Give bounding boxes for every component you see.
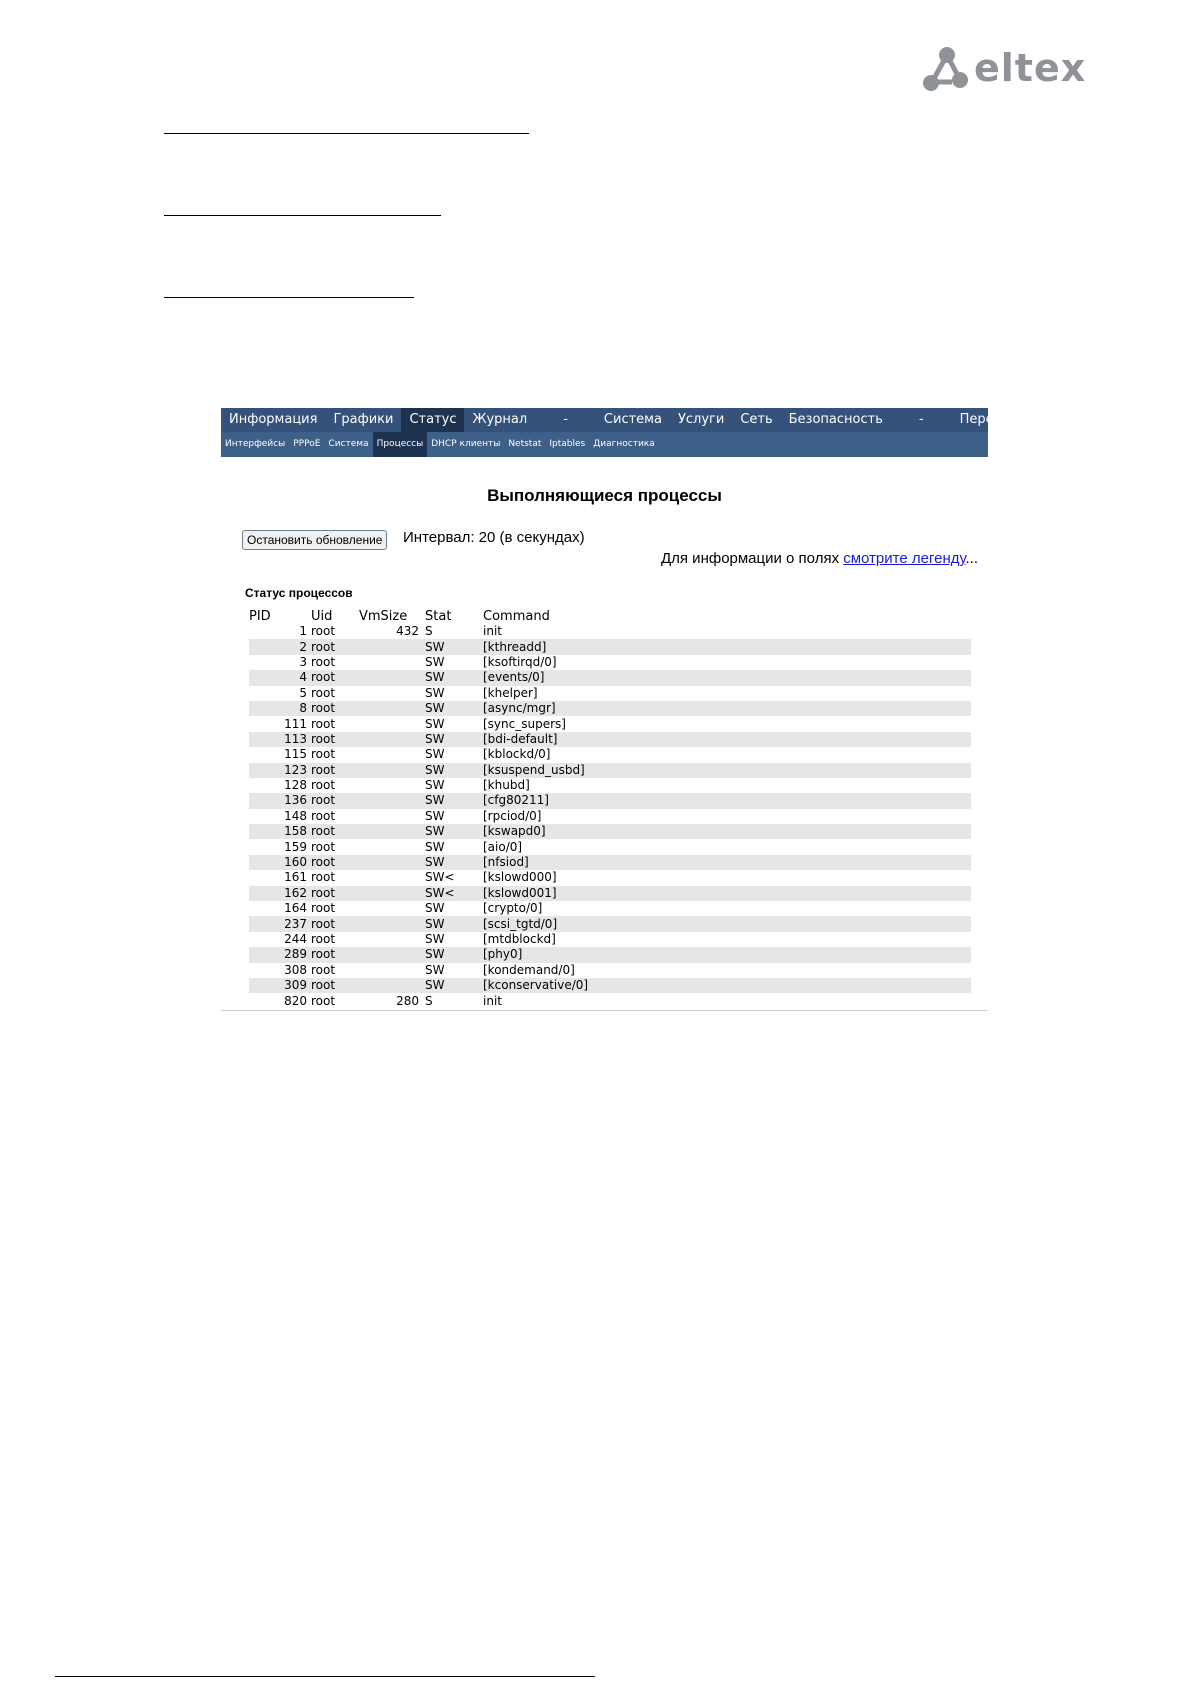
table-row: [249, 670, 971, 685]
process-status-heading: Статус процессов: [245, 586, 353, 600]
cell-command: [kslowd000]: [483, 870, 557, 885]
cell-pid: 128: [284, 778, 307, 793]
cell-uid: root: [311, 855, 359, 870]
subnav-item[interactable]: Iptables: [549, 439, 586, 449]
cell-command: [crypto/0]: [483, 901, 543, 916]
cell-vmsize: [359, 932, 421, 947]
cell-command: [kondemand/0]: [483, 962, 575, 977]
cell-stat: SW: [425, 747, 445, 762]
cell-uid: root: [311, 808, 336, 823]
cell-uid: root: [311, 886, 359, 901]
table-bottom-rule: [221, 1010, 988, 1011]
cell-vmsize: [359, 778, 421, 793]
cell-vmsize: [359, 716, 421, 731]
nav-item[interactable]: Сеть: [740, 412, 773, 427]
subnav-item[interactable]: Диагностика: [593, 439, 655, 449]
cell-vmsize: [359, 655, 421, 670]
cell-pid: 820: [284, 993, 307, 1008]
header-stat: Stat: [425, 608, 452, 624]
cell-command: init: [483, 993, 502, 1008]
cell-vmsize: [359, 947, 421, 962]
stop-refresh-button[interactable]: Остановить обновление: [242, 530, 387, 550]
legend-prefix: Для информации о полях: [660, 550, 844, 567]
cell-command: [nfsiod]: [483, 855, 971, 870]
cell-stat: SW: [425, 716, 445, 731]
cell-command: [khelper]: [483, 685, 538, 700]
table-row: [249, 686, 971, 701]
cell-command: [events/0]: [483, 670, 971, 685]
cell-uid: root: [311, 993, 336, 1008]
cell-stat: SW: [421, 639, 483, 654]
legend-suffix: ...: [965, 550, 978, 567]
cell-uid: root: [311, 701, 359, 716]
cell-vmsize: [359, 916, 421, 931]
cell-stat: SW: [425, 839, 445, 854]
cell-uid: root: [311, 978, 359, 993]
cell-vmsize: [359, 901, 421, 916]
nav-item[interactable]: Безопасность: [788, 412, 883, 427]
cell-command: [mtdblockd]: [483, 932, 556, 946]
eltex-logo: [922, 46, 1102, 92]
cell-command: [bdi-default]: [483, 732, 971, 747]
cell-vmsize: [359, 809, 421, 824]
table-row: [249, 870, 971, 885]
table-row: [249, 701, 971, 716]
cell-vmsize: [359, 824, 421, 839]
cell-vmsize: [359, 732, 421, 747]
cell-pid: 159: [284, 839, 307, 854]
cell-command: [sync_supers]: [483, 716, 566, 731]
table-row: [249, 978, 971, 993]
cell-stat: SW: [421, 824, 483, 839]
cell-command: init: [483, 624, 502, 639]
cell-stat: SW: [421, 855, 483, 870]
cell-stat: S: [425, 993, 433, 1008]
underline-blank-3: [164, 297, 414, 298]
process-table: [249, 608, 971, 1009]
refresh-interval: Интервал: 20 (в секундах): [403, 529, 585, 546]
cell-pid: 1: [299, 624, 307, 639]
nav-item[interactable]: Перезагрузка: [959, 412, 1054, 427]
cell-uid: root: [311, 916, 359, 931]
cell-uid: root: [311, 732, 359, 747]
sub-navigation: [221, 432, 988, 457]
cell-uid: root: [311, 778, 336, 793]
cell-command: [async/mgr]: [483, 701, 971, 716]
cell-uid: root: [311, 824, 359, 839]
cell-command: [kslowd001]: [483, 886, 971, 901]
cell-pid: 164: [284, 901, 307, 916]
cell-command: [scsi_tgtd/0]: [483, 916, 971, 931]
cell-pid: 160: [249, 855, 311, 870]
table-row: [249, 778, 971, 793]
cell-vmsize: [359, 855, 421, 870]
cell-pid: 289: [249, 947, 311, 962]
cell-uid: root: [311, 716, 336, 731]
cell-uid: root: [311, 932, 336, 946]
table-row: [249, 655, 971, 670]
logo-wordmark: eltex: [974, 46, 1087, 90]
cell-vmsize: [359, 763, 421, 778]
cell-stat: SW: [421, 701, 483, 716]
cell-stat: SW: [425, 808, 445, 823]
table-row: [249, 947, 971, 962]
cell-pid: 136: [249, 793, 311, 808]
eltex-logo-icon: [922, 46, 972, 92]
cell-pid: 113: [249, 732, 311, 747]
cell-pid: 111: [284, 716, 307, 731]
table-row: [249, 886, 971, 901]
cell-pid: 8: [249, 701, 311, 716]
cell-stat: SW: [421, 978, 483, 993]
table-row: [249, 839, 971, 854]
cell-vmsize: [359, 870, 421, 885]
nav-item[interactable]: Журнал: [472, 412, 528, 427]
cell-vmsize: [359, 886, 421, 901]
header-command: Command: [483, 608, 550, 624]
cell-stat: SW: [421, 732, 483, 747]
cell-pid: 244: [284, 932, 307, 946]
cell-uid: root: [311, 685, 336, 700]
cell-pid: 2: [249, 639, 311, 654]
header-uid: Uid: [311, 608, 333, 624]
cell-uid: root: [311, 839, 336, 854]
cell-stat: SW: [421, 763, 483, 778]
cell-pid: 5: [299, 685, 307, 700]
table-row: [249, 916, 971, 931]
cell-command: [aio/0]: [483, 839, 523, 854]
header-pid: PID: [249, 608, 271, 624]
cell-pid: 148: [284, 808, 307, 823]
nav-separator: -: [918, 412, 924, 427]
cell-pid: 161: [284, 870, 307, 885]
table-row: [249, 624, 971, 639]
cell-command: [kthreadd]: [483, 639, 971, 654]
underline-blank-1: [164, 133, 529, 134]
cell-vmsize: [359, 747, 421, 762]
table-row: [249, 963, 971, 978]
nav-item[interactable]: Графики: [333, 412, 394, 427]
cell-vmsize: [359, 978, 421, 993]
table-row: [249, 793, 971, 808]
cell-vmsize: [359, 701, 421, 716]
cell-uid: root: [311, 654, 336, 669]
table-row: [249, 824, 971, 839]
nav-item[interactable]: Статус: [401, 408, 464, 432]
footer-rule: [55, 1676, 595, 1677]
cell-stat: SW: [425, 932, 445, 946]
cell-uid: root: [311, 624, 336, 639]
cell-pid: 4: [249, 670, 311, 685]
cell-stat: SW: [425, 962, 445, 977]
cell-pid: 308: [284, 962, 307, 977]
cell-vmsize: 432: [396, 624, 419, 639]
table-row: [249, 901, 971, 916]
cell-uid: root: [311, 962, 336, 977]
nav-item[interactable]: Информация: [229, 412, 318, 427]
cell-stat: SW: [421, 793, 483, 808]
cell-command: [ksoftirqd/0]: [483, 654, 557, 669]
cell-stat: SW: [425, 654, 445, 669]
nav-separator: -: [563, 412, 568, 427]
cell-uid: root: [311, 639, 359, 654]
cell-vmsize: [359, 686, 421, 701]
cell-uid: root: [311, 901, 336, 916]
table-row: [249, 763, 971, 778]
subnav-item[interactable]: Процессы: [373, 432, 428, 457]
web-interface-screenshot: [221, 408, 1054, 1012]
legend-note: [661, 550, 978, 567]
cell-vmsize: [359, 670, 421, 685]
process-table-body: [249, 624, 971, 1009]
legend-link[interactable]: смотрите легенду: [843, 550, 966, 567]
table-row: [249, 855, 971, 870]
subnav-item[interactable]: Система: [328, 439, 369, 449]
cell-stat: SW: [421, 947, 483, 962]
cell-uid: root: [311, 793, 359, 808]
table-row: [249, 639, 971, 654]
cell-command: [phy0]: [483, 947, 971, 962]
cell-stat: SW<: [425, 870, 455, 885]
nav-item[interactable]: Услуги: [677, 412, 725, 427]
cell-command: [khubd]: [483, 778, 530, 793]
nav-item[interactable]: Система: [603, 412, 662, 427]
table-row: [249, 732, 971, 747]
underline-blank-2: [164, 215, 441, 216]
cell-stat: S: [425, 624, 433, 639]
cell-pid: 158: [249, 824, 311, 839]
cell-uid: root: [311, 747, 336, 762]
table-row: [249, 993, 971, 1008]
subnav-item[interactable]: DHCP клиенты: [431, 439, 501, 449]
table-row: [249, 809, 971, 824]
cell-vmsize: [359, 639, 421, 654]
cell-command: [kblockd/0]: [483, 747, 551, 762]
cell-stat: SW: [425, 901, 445, 916]
cell-command: [kswapd0]: [483, 824, 971, 839]
cell-pid: 123: [249, 763, 311, 778]
cell-command: [ksuspend_usbd]: [483, 763, 971, 778]
cell-uid: root: [311, 670, 359, 685]
table-row: [249, 932, 971, 947]
cell-pid: 162: [249, 886, 311, 901]
cell-command: [kconservative/0]: [483, 978, 971, 993]
cell-vmsize: [359, 793, 421, 808]
cell-uid: root: [311, 947, 359, 962]
subnav-item[interactable]: Интерфейсы: [225, 439, 286, 449]
top-navigation: [221, 408, 1054, 432]
cell-pid: 237: [249, 916, 311, 931]
cell-command: [cfg80211]: [483, 793, 971, 808]
cell-vmsize: [359, 839, 421, 854]
cell-uid: root: [311, 870, 336, 885]
subnav-item[interactable]: Netstat: [508, 439, 542, 449]
cell-stat: SW: [421, 670, 483, 685]
cell-command: [rpciod/0]: [483, 808, 542, 823]
cell-stat: SW: [425, 778, 445, 793]
cell-vmsize: [359, 963, 421, 978]
table-row: [249, 716, 971, 731]
page-title: Выполняющиеся процессы: [487, 486, 722, 505]
table-row: [249, 747, 971, 762]
cell-uid: root: [311, 763, 359, 778]
cell-stat: SW<: [421, 886, 483, 901]
cell-stat: SW: [425, 685, 445, 700]
cell-pid: 309: [249, 978, 311, 993]
header-vmsize: VmSize: [359, 608, 408, 624]
table-header-row: [249, 608, 971, 624]
subnav-item[interactable]: PPPoE: [293, 439, 321, 449]
cell-vmsize: 280: [396, 993, 419, 1008]
cell-stat: SW: [421, 916, 483, 931]
cell-pid: 3: [299, 654, 307, 669]
cell-pid: 115: [284, 747, 307, 762]
